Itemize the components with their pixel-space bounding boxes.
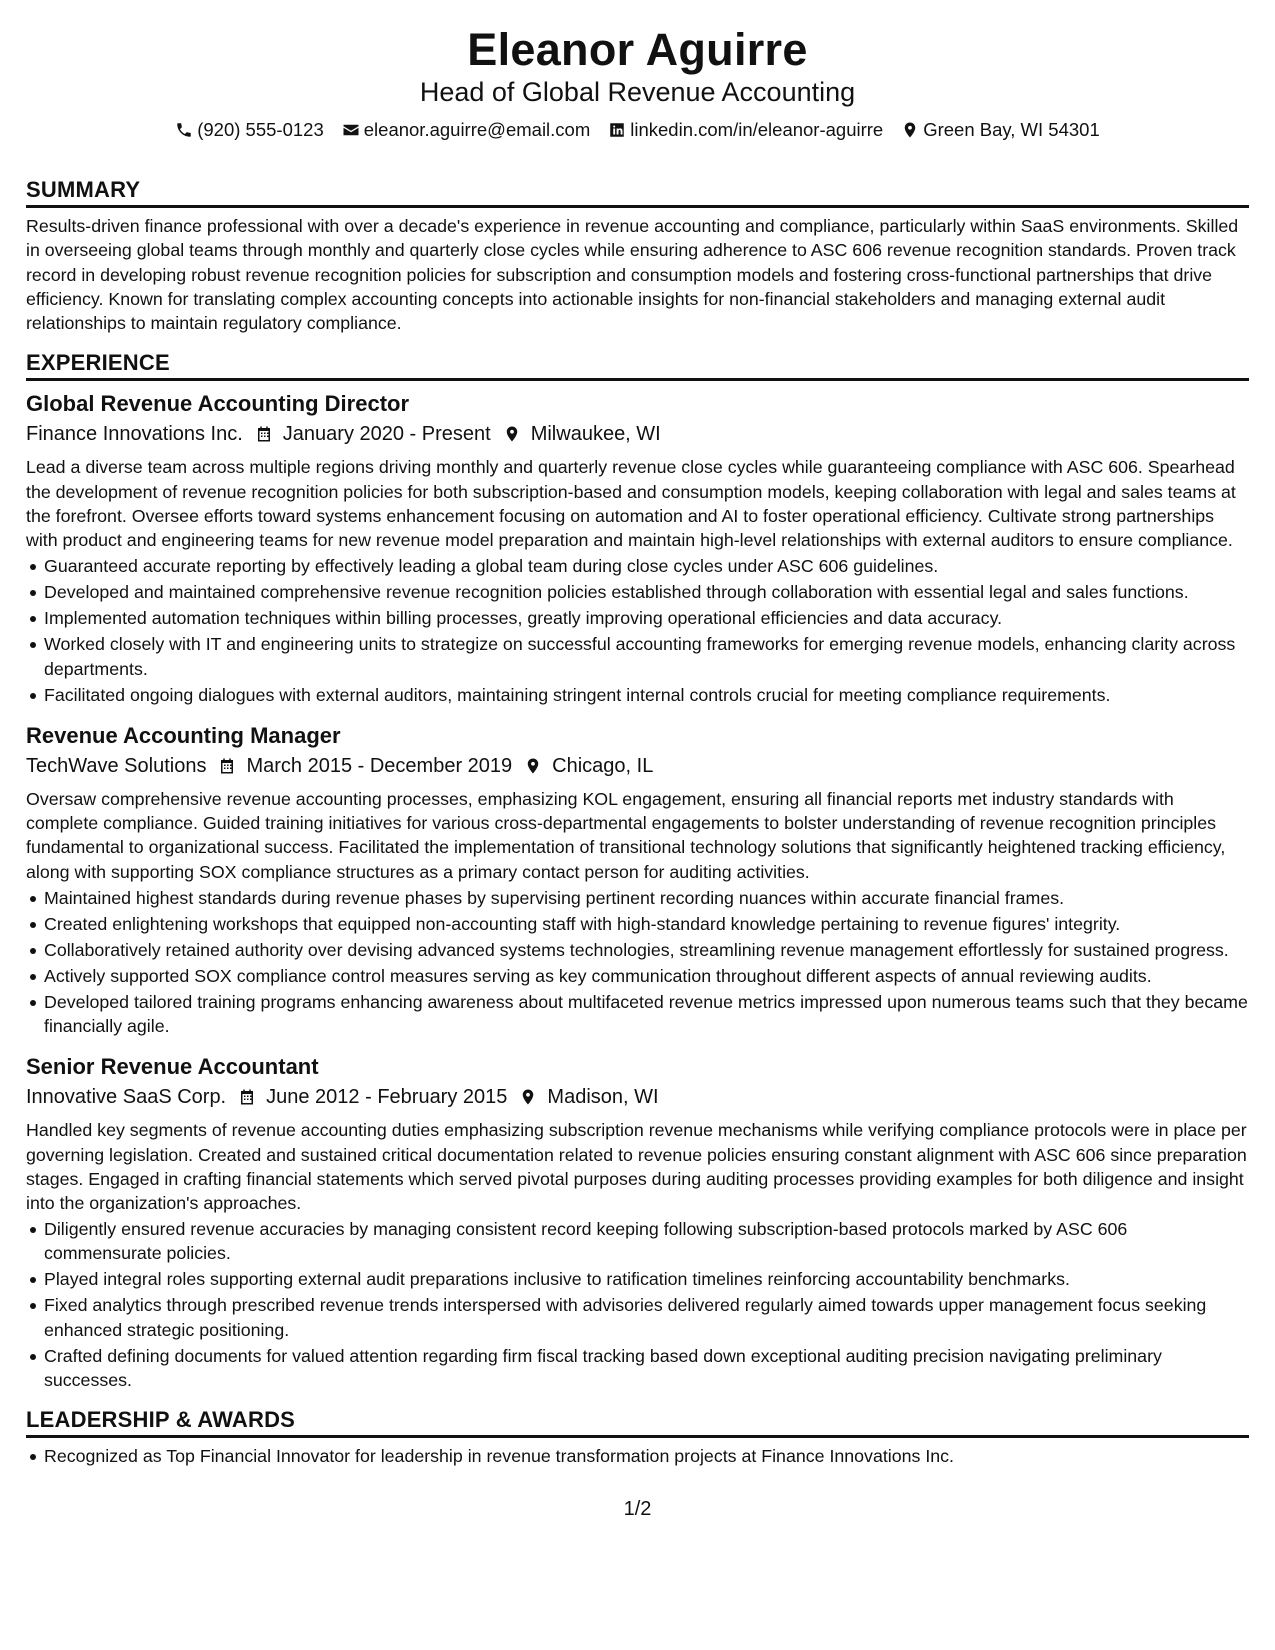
job-description: Handled key segments of revenue accounting duties emphasizing subscription revenue mechanisms while verifying compliance protocols were in place per governing legislation. Created and sustained critical documentation related to revenue policies ensuring constant alignment with ASC 606 since preparation stages. Engaged in crafting financial statements which served pivotal purposes during auditing processes providing examples for both diligence and insight into the organization's approaches.: [26, 1120, 1247, 1214]
job-dates: [238, 1082, 507, 1112]
list-item: Implemented automation techniques within billing processes, greatly improving operational efficiencies and data accuracy.: [44, 606, 1249, 630]
calendar-icon: [238, 1088, 256, 1106]
job-entry: [26, 721, 1249, 1038]
phone-icon: [175, 121, 193, 139]
candidate-headline: Head of Global Revenue Accounting: [419, 77, 856, 107]
job-location-text: Chicago, IL: [552, 754, 654, 777]
job-title: Global Revenue Accounting Director: [26, 391, 410, 417]
list-item: Played integral roles supporting external audit preparations inclusive to ratification timelines reinforcing accountability benchmarks.: [44, 1267, 1249, 1291]
map-pin-icon: [519, 1088, 537, 1106]
job-location: [524, 751, 653, 781]
job-company: Finance Innovations Inc.: [26, 423, 243, 446]
list-item: Worked closely with IT and engineering units to strategize on successful accounting frameworks for emerging revenue models, enhancing clarity across departments.: [44, 632, 1249, 681]
map-pin-icon: [901, 121, 919, 139]
candidate-name: Eleanor Aguirre: [467, 24, 808, 75]
resume-header: [26, 0, 1249, 142]
job-dates-text: March 2015 - December 2019: [246, 754, 513, 777]
phone-text: (920) 555-0123: [197, 119, 324, 140]
section-title-experience: EXPERIENCE: [26, 349, 1249, 381]
awards-section: [26, 1406, 1249, 1468]
contact-linkedin[interactable]: [608, 118, 883, 142]
map-pin-icon: [503, 425, 521, 443]
job-dates-text: January 2020 - Present: [282, 423, 491, 446]
list-item: Guaranteed accurate reporting by effectively leading a global team during close cycles under ASC 606 guidelines.: [44, 554, 1249, 578]
job-description: Lead a diverse team across multiple regions driving monthly and quarterly revenue close cycles while guaranteeing compliance with ASC 606. Spearhead the development of revenue recognition policies for both subscription-based and consumption models, keeping collaboration with legal and sales teams at the forefront. Oversee efforts toward systems enhancement focusing on automation and AI to foster operational efficiency. Cultivate strong partnerships with product and engineering teams for new revenue model preparation and maintain high-level relationships with external auditors to ensure compliance.: [26, 457, 1236, 551]
list-item: Collaboratively retained authority over devising advanced systems technologies, streamlining revenue management effortlessly for sustained progress.: [44, 938, 1249, 962]
experience-section: [26, 349, 1249, 1392]
job-dates: [218, 751, 512, 781]
list-item: Crafted defining documents for valued attention regarding firm fiscal tracking based down exceptional auditing precision navigating preliminary successes.: [44, 1344, 1249, 1393]
job-meta: [26, 751, 1249, 781]
job-company: Innovative SaaS Corp.: [26, 1086, 227, 1109]
job-meta: [26, 1082, 1249, 1112]
job-entry: [26, 389, 1249, 706]
contact-phone: [175, 118, 324, 142]
job-bullets: [26, 554, 1249, 707]
page-number: 1/2: [623, 1498, 652, 1520]
awards-bullets: [26, 1444, 1249, 1468]
list-item: Recognized as Top Financial Innovator for leadership in revenue transformation projects at Finance Innovations Inc.: [44, 1444, 1249, 1468]
summary-section: [26, 176, 1249, 335]
linkedin-icon: [608, 121, 626, 139]
job-dates-text: June 2012 - February 2015: [266, 1086, 508, 1109]
contact-location: [901, 118, 1100, 142]
calendar-icon: [218, 757, 236, 775]
location-text: Green Bay, WI 54301: [923, 119, 1100, 140]
list-item: Facilitated ongoing dialogues with external auditors, maintaining stringent internal controls crucial for meeting compliance requirements.: [44, 683, 1249, 707]
section-title-awards: LEADERSHIP & AWARDS: [26, 1406, 1249, 1438]
job-location-text: Madison, WI: [547, 1086, 659, 1109]
job-title: Revenue Accounting Manager: [26, 722, 341, 748]
linkedin-link[interactable]: linkedin.com/in/eleanor-aguirre: [630, 119, 884, 140]
job-location: [519, 1082, 658, 1112]
list-item: Maintained highest standards during revenue phases by supervising pertinent recording nuances within accurate financial frames.: [44, 886, 1249, 910]
list-item: Fixed analytics through prescribed revenue trends interspersed with advisories delivered regularly aimed towards upper management focus seeking enhanced strategic positioning.: [44, 1293, 1249, 1342]
map-pin-icon: [524, 757, 542, 775]
job-meta: [26, 419, 1249, 449]
list-item: Diligently ensured revenue accuracies by managing consistent record keeping following subscription-based protocols marked by ASC 606 commensurate policies.: [44, 1217, 1249, 1266]
job-title: Senior Revenue Accountant: [26, 1054, 319, 1080]
list-item: Created enlightening workshops that equipped non-accounting staff with high-standard knowledge pertaining to revenue figures' integrity.: [44, 912, 1249, 936]
contact-bar: [26, 118, 1249, 142]
calendar-icon: [255, 425, 273, 443]
summary-text: Results-driven finance professional with over a decade's experience in revenue accounting and compliance, particularly within SaaS environments. Skilled in overseeing global teams through monthly and quarterly close cycles while ensuring adherence to ASC 606 revenue recognition standards. Proven track record in developing robust revenue recognition policies for subscription and consumption models and fostering cross-functional partnerships that drive efficiency. Known for translating complex accounting concepts into actionable insights for non-financial stakeholders and managing external audit relationships to maintain regulatory compliance.: [26, 216, 1239, 334]
job-company: TechWave Solutions: [26, 754, 207, 777]
contact-email[interactable]: [342, 118, 591, 142]
job-dates: [255, 419, 491, 449]
job-bullets: [26, 1217, 1249, 1392]
job-entry: [26, 1052, 1249, 1392]
job-location: [503, 419, 661, 449]
list-item: Developed and maintained comprehensive revenue recognition policies established through collaboration with essential legal and sales functions.: [44, 580, 1249, 604]
job-description: Oversaw comprehensive revenue accounting processes, emphasizing KOL engagement, ensuring all financial reports met industry standards with complete compliance. Guided training initiatives for various cross-departmental engagements to bolster understanding of revenue recognition principles fundamental to organizational success. Facilitated the implementation of transitional technology solutions that significantly heightened tracking efficiency, along with supporting SOX compliance structures as a primary contact person for auditing activities.: [26, 788, 1226, 882]
list-item: Actively supported SOX compliance control measures serving as key communication throughout different aspects of annual reviewing audits.: [44, 964, 1249, 988]
section-title-summary: SUMMARY: [26, 176, 1249, 208]
job-bullets: [26, 886, 1249, 1039]
email-link[interactable]: eleanor.aguirre@email.com: [363, 119, 591, 140]
list-item: Developed tailored training programs enhancing awareness about multifaceted revenue metrics impressed upon numerous teams such that they became financially agile.: [44, 990, 1249, 1039]
envelope-icon: [342, 121, 360, 139]
job-location-text: Milwaukee, WI: [530, 423, 661, 446]
